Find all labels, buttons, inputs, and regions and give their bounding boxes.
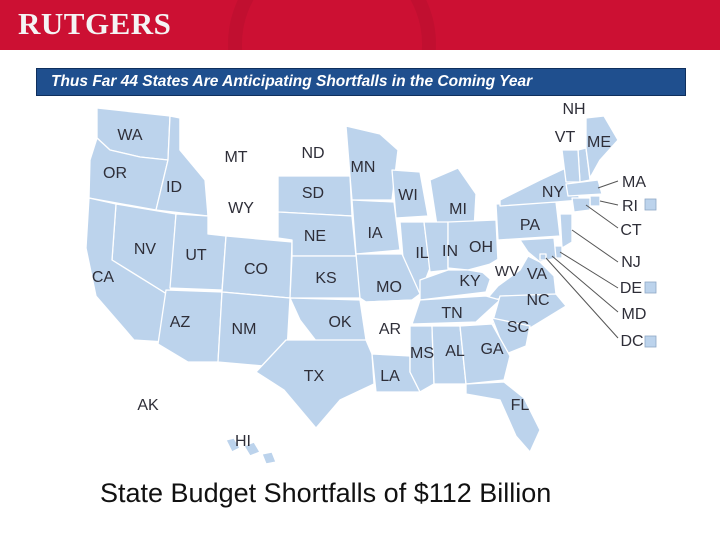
label-DC: DC — [620, 333, 644, 350]
label-PA: PA — [519, 217, 541, 234]
label-AK: AK — [137, 397, 159, 414]
rutgers-logo: RUTGERS — [18, 6, 172, 41]
label-HI: HI — [235, 433, 251, 450]
label-OK: OK — [328, 314, 352, 331]
label-NE: NE — [303, 228, 327, 245]
label-AZ: AZ — [169, 314, 191, 331]
label-MT: MT — [224, 149, 248, 166]
label-GA: GA — [480, 341, 504, 358]
label-KY: KY — [459, 273, 481, 290]
label-MA: MA — [622, 174, 646, 191]
label-ME: ME — [587, 134, 611, 151]
label-IN: IN — [442, 243, 458, 260]
label-MN: MN — [350, 159, 376, 176]
label-NY: NY — [541, 184, 565, 201]
label-CT: CT — [620, 222, 642, 239]
state-FL — [466, 382, 540, 452]
label-VT: VT — [554, 129, 576, 146]
slide-caption: State Budget Shortfalls of $112 Billion — [100, 478, 552, 508]
label-NH: NH — [562, 101, 586, 118]
label-RI: RI — [622, 198, 638, 215]
label-ID: ID — [166, 179, 182, 196]
label-MS: MS — [410, 345, 434, 362]
label-VA: VA — [526, 266, 548, 283]
headline-text: Thus Far 44 States Are Anticipating Shortfalls in the Coming Year — [51, 73, 533, 90]
leader-CT — [586, 205, 618, 228]
label-OH: OH — [469, 239, 493, 256]
label-AL: AL — [445, 343, 465, 360]
label-MD: MD — [621, 306, 647, 323]
label-NM: NM — [231, 321, 257, 338]
state-RI — [590, 196, 600, 206]
label-IA: IA — [367, 225, 383, 242]
leader-RI — [600, 201, 618, 205]
label-CA: CA — [91, 269, 115, 286]
label-MO: MO — [376, 279, 402, 296]
label-KS: KS — [315, 270, 337, 287]
swatch-RI — [645, 199, 656, 210]
state-DC — [540, 254, 546, 260]
state-HI — [226, 438, 276, 464]
label-WV: WV — [494, 263, 520, 280]
state-KY — [420, 270, 492, 300]
label-FL: FL — [510, 397, 530, 414]
label-WY: WY — [228, 200, 254, 217]
label-SD: SD — [301, 185, 325, 202]
label-NC: NC — [526, 292, 550, 309]
label-SC: SC — [506, 319, 530, 336]
label-TX: TX — [303, 368, 325, 385]
label-TN: TN — [441, 305, 463, 322]
label-LA: LA — [380, 368, 400, 385]
label-UT: UT — [185, 247, 207, 264]
leader-MA — [598, 181, 618, 188]
label-CO: CO — [244, 261, 268, 278]
state-CT — [572, 198, 590, 212]
label-IL: IL — [415, 245, 429, 262]
label-ND: ND — [301, 145, 325, 162]
swatch-DE — [645, 282, 656, 293]
label-MI: MI — [449, 201, 467, 218]
state-NJ — [560, 214, 572, 248]
label-AR: AR — [378, 321, 402, 338]
swatch-DC — [645, 336, 656, 347]
label-OR: OR — [103, 165, 127, 182]
label-WI: WI — [398, 187, 418, 204]
label-WA: WA — [117, 127, 143, 144]
label-NV: NV — [133, 241, 157, 258]
leader-NJ — [572, 230, 618, 262]
label-NJ: NJ — [621, 254, 641, 271]
label-DE: DE — [619, 280, 643, 297]
